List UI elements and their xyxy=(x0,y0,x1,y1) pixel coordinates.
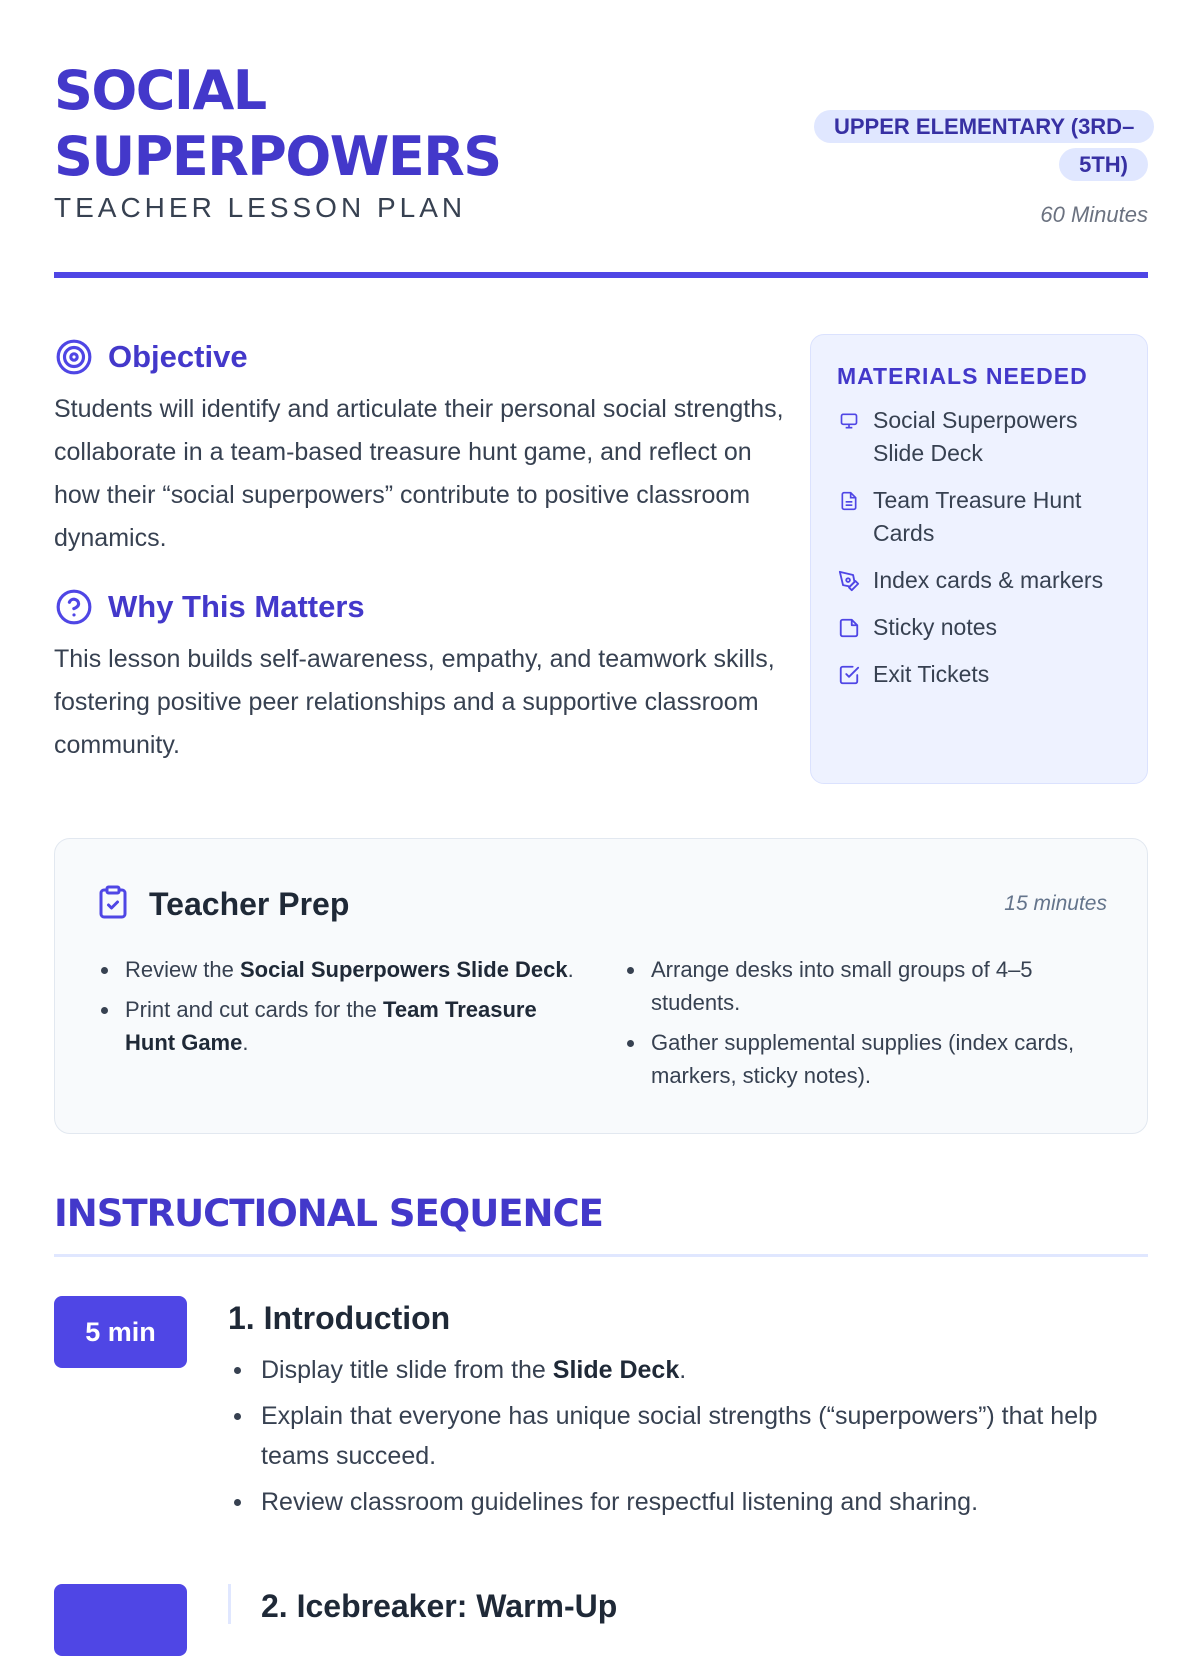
step-time-badge xyxy=(54,1584,187,1656)
list-item: Review classroom guidelines for respectful listening and sharing. xyxy=(228,1482,1148,1522)
sequence-divider xyxy=(54,1254,1148,1257)
step-list xyxy=(228,1350,1148,1522)
why-text: This lesson builds self-awareness, empathy, and teamwork skills, fostering positive peer relationships and a supportive classroom community. xyxy=(54,645,775,759)
title-line-1: SOCIAL xyxy=(54,59,266,122)
question-circle-icon xyxy=(54,587,94,627)
material-item xyxy=(837,404,1121,470)
materials-panel xyxy=(810,334,1148,784)
material-label: Team Treasure Hunt Cards xyxy=(873,487,1082,546)
header-divider xyxy=(54,272,1148,278)
material-item xyxy=(837,484,1121,550)
checkbox-icon xyxy=(837,658,861,691)
prep-heading: Teacher Prep xyxy=(149,885,350,922)
material-item xyxy=(837,658,1121,691)
target-icon xyxy=(54,337,94,377)
monitor-icon xyxy=(837,404,861,437)
pen-icon xyxy=(837,564,861,597)
material-label: Exit Tickets xyxy=(873,661,990,687)
material-label: Index cards & markers xyxy=(873,567,1104,593)
step-title: 1. Introduction xyxy=(228,1300,451,1336)
why-heading: Why This Matters xyxy=(108,589,365,624)
material-label: Social Superpowers Slide Deck xyxy=(873,407,1078,466)
clipboard-check-icon xyxy=(95,883,131,926)
list-item: Display title slide from the Slide Deck. xyxy=(228,1350,1148,1390)
step-title: 2. Icebreaker: Warm-Up xyxy=(261,1588,618,1624)
grade-badge-label: UPPER ELEMENTARY (3RD–5TH) xyxy=(814,110,1154,181)
material-label: Sticky notes xyxy=(873,614,997,640)
header xyxy=(54,0,1148,282)
page-title xyxy=(54,58,501,190)
title-line-2: SUPERPOWERS xyxy=(54,125,501,188)
objective-heading: Objective xyxy=(108,339,248,374)
lesson-duration: 60 Minutes xyxy=(1040,202,1148,227)
list-item: Arrange desks into small groups of 4–5 students. xyxy=(621,953,1107,1019)
page-subtitle: TEACHER LESSON PLAN xyxy=(54,192,467,223)
step-time-badge: 5 min xyxy=(54,1296,187,1368)
document-icon xyxy=(837,484,861,517)
grade-badge xyxy=(814,108,1148,184)
prep-list-right xyxy=(621,953,1107,1099)
materials-heading: MATERIALS NEEDED xyxy=(837,363,1088,389)
intro-left-column xyxy=(54,334,784,767)
sequence-heading: INSTRUCTIONAL SEQUENCE xyxy=(54,1192,603,1235)
list-item: Gather supplemental supplies (index cards, markers, sticky notes). xyxy=(621,1026,1107,1092)
sticky-note-icon xyxy=(837,611,861,644)
objective-section xyxy=(54,334,784,560)
prep-list-left xyxy=(95,953,581,1099)
list-item: Review the Social Superpowers Slide Deck. xyxy=(95,953,581,986)
teacher-prep-card xyxy=(54,838,1148,1134)
objective-text: Students will identify and articulate their personal social strengths, collaborate in a team-based treasure hunt game, and reflect on how their “social superpowers” contribute to positive classroom dynamics. xyxy=(54,395,784,552)
material-item xyxy=(837,564,1121,597)
list-item: Print and cut cards for the Team Treasure Hunt Game. xyxy=(95,993,581,1059)
why-section xyxy=(54,584,784,767)
material-item xyxy=(837,611,1121,644)
lesson-plan-page xyxy=(54,0,1148,1624)
list-item: Explain that everyone has unique social strengths (“superpowers”) that help teams succeed. xyxy=(228,1396,1148,1476)
prep-time: 15 minutes xyxy=(1004,892,1107,915)
